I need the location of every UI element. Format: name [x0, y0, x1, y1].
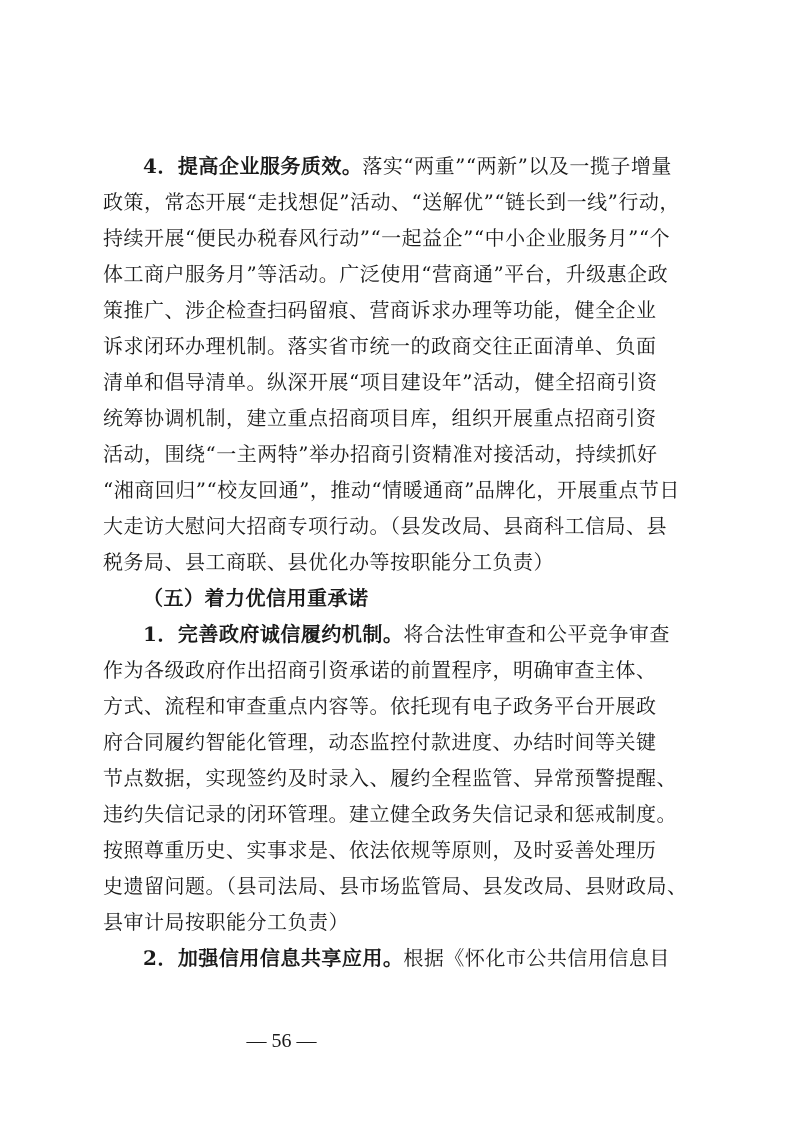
- paragraph-line: 大走访大慰问大招商专项行动。（县发改局、县商科工信局、县: [103, 514, 667, 538]
- page-number-footer: [0, 1030, 793, 1053]
- paragraph-line: 违约失信记录的闭环管理。建立健全政务失信记录和惩戒制度。: [103, 802, 677, 826]
- paragraph-line: 活动，围绕“一主两特”举办招商引资精准对接活动，持续抓好: [103, 442, 658, 466]
- paragraph-first-line: [103, 940, 693, 976]
- paragraph-line: 方式、流程和审查重点内容等。依托现有电子政务平台开展政: [103, 694, 657, 718]
- paragraph-first-line: [103, 616, 693, 652]
- paragraph-line: 政策，常态开展“走找想促”活动、“送解优”“链长到一线”行动，: [103, 190, 680, 214]
- paragraph-line: 持续开展“便民办税春风行动”“一起益企”“中小企业服务月”“个: [103, 226, 671, 250]
- paragraph-text: 根据《怀化市公共信用信息目: [403, 946, 670, 970]
- paragraph-enterprise-service: [103, 148, 693, 616]
- paragraph-heading: 4．提高企业服务质效。: [143, 154, 363, 178]
- page-number: — 56 —: [246, 1030, 317, 1052]
- paragraph-line: 统筹协调机制，建立重点招商项目库，组织开展重点招商引资: [103, 406, 657, 430]
- paragraph-line: 体工商户服务月”等活动。广泛使用“营商通”平台，升级惠企政: [103, 262, 669, 286]
- paragraph-line: 策推广、涉企检查扫码留痕、营商诉求办理等功能，健全企业: [103, 298, 657, 322]
- paragraph-heading: 2．加强信用信息共享应用。: [143, 946, 404, 970]
- paragraph-line: 诉求闭环办理机制。落实省市统一的政商交往正面清单、负面: [103, 334, 657, 358]
- paragraph-line: 府合同履约智能化管理，动态监控付款进度、办结时间等关键: [103, 730, 657, 754]
- paragraph-line: 清单和倡导清单。纵深开展“项目建设年”活动，健全招商引资: [103, 370, 658, 394]
- paragraph-line: 作为各级政府作出招商引资承诺的前置程序，明确审查主体、: [103, 658, 657, 682]
- paragraph-line: 节点数据，实现签约及时录入、履约全程监管、异常预警提醒、: [103, 766, 677, 790]
- paragraph-government-integrity: [103, 616, 693, 940]
- paragraph-line: 税务局、县工商联、县优化办等按职能分工负责）: [103, 550, 554, 574]
- paragraph-line: 按照尊重历史、实事求是、依法依规等原则，及时妥善处理历: [103, 838, 657, 862]
- paragraph-text: 落实“两重”“两新”以及一揽子增量: [362, 154, 672, 178]
- paragraph-line: 县审计局按职能分工负责）: [103, 910, 349, 934]
- paragraph-credit-sharing: [103, 940, 693, 976]
- paragraph-line: 史遗留问题。（县司法局、县市场监管局、县发改局、县财政局、: [103, 874, 688, 898]
- paragraph-heading: 1．完善政府诚信履约机制。: [143, 622, 404, 646]
- paragraph-first-line: [103, 148, 693, 184]
- section-heading: （五）着力优信用重承诺: [143, 586, 369, 610]
- paragraph-text: 将合法性审查和公平竞争审查: [403, 622, 670, 646]
- paragraph-line: “湘商回归”“校友回通”，推动“情暖通商”品牌化，开展重点节日: [103, 478, 680, 502]
